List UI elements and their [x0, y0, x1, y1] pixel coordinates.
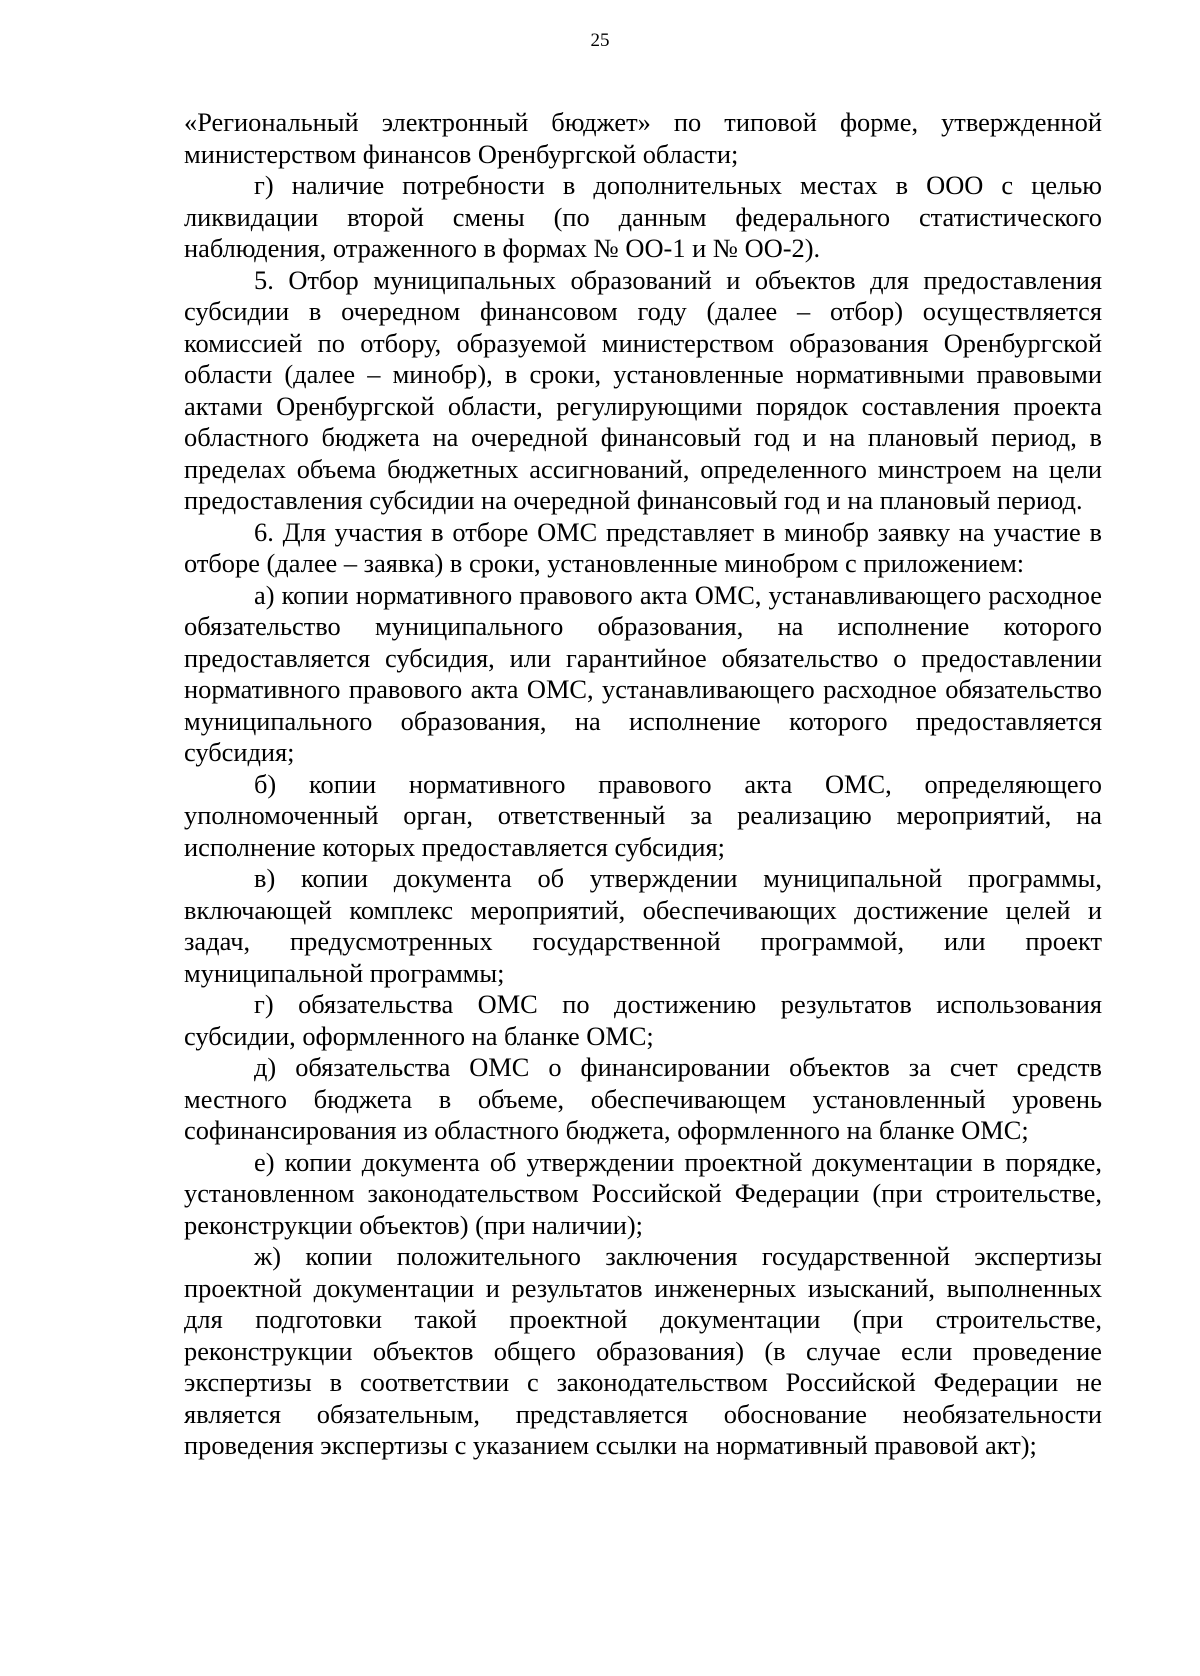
paragraph-item-b: б) копии нормативного правового акта ОМС, определяющего уполномоченный орган, ответственный за реализацию мероприятий, на исполнение которых предоставляется субсидия;	[184, 768, 1102, 862]
body-text	[184, 107, 1102, 1462]
paragraph-item-a: а) копии нормативного правового акта ОМС, устанавливающего расходное обязательство муниципального образования, на исполнение которого предоставляется субсидия, или гарантийное обязательство о предоставлении нормативного правового акта ОМС, устанавливающего расходное обязательство муниципального образования, на исполнение которого предоставляется субсидия;	[184, 579, 1102, 767]
paragraph-item-g-second-shift: г) наличие потребности в дополнительных местах в ООО с целью ликвидации второй смены (по данным федерального статистического наблюдения, отраженного в формах № ОО-1 и № ОО-2).	[184, 170, 1102, 263]
paragraph-item-g: г) обязательства ОМС по достижению результатов использования субсидии, оформленного на бланке ОМС;	[184, 989, 1102, 1051]
paragraph-continuation: «Региональный электронный бюджет» по типовой форме, утвержденной министерством финансов Оренбургской области;	[184, 107, 1102, 169]
page-number: 25	[590, 30, 610, 51]
paragraph-point-6: 6. Для участия в отборе ОМС представляет в минобр заявку на участие в отборе (далее – заявка) в сроки, установленные минобром с приложением:	[184, 516, 1102, 578]
paragraph-point-5: 5. Отбор муниципальных образований и объектов для предоставления субсидии в очередном финансовом году (далее – отбор) осуществляется комиссией по отбору, образуемой министерством образования Оренбургской области (далее – минобр), в сроки, установленные нормативными правовыми актами Оренбургской области, регулирующими порядок составления проекта областного бюджета на очередной финансовый год и на плановый период, в пределах объема бюджетных ассигнований, определенного минстроем на цели предоставления субсидии на очередной финансовый год и на плановый период.	[184, 264, 1102, 515]
paragraph-item-v: в) копии документа об утверждении муниципальной программы, включающей комплекс мероприятий, обеспечивающих достижение целей и задач, предусмотренных государственной программой, или проект муниципальной программы;	[184, 863, 1102, 988]
paragraph-item-e: е) копии документа об утверждении проектной документации в порядке, установленном законодательством Российской Федерации (при строительстве, реконструкции объектов) (при наличии);	[184, 1146, 1102, 1240]
paragraph-item-d: д) обязательства ОМС о финансировании объектов за счет средств местного бюджета в объеме, обеспечивающем установленный уровень софинансирования из областного бюджета, оформленного на бланке ОМС;	[184, 1052, 1102, 1145]
paragraph-item-zh: ж) копии положительного заключения государственной экспертизы проектной документации и результатов инженерных изысканий, выполненных для подготовки такой проектной документации (при строительстве, реконструкции объектов общего образования) (в случае если проведение экспертизы в соответствии с законодательством Российской Федерации не является обязательным, представляется обоснование необязательности проведения экспертизы с указанием ссылки на нормативный правовой акт);	[184, 1241, 1102, 1460]
